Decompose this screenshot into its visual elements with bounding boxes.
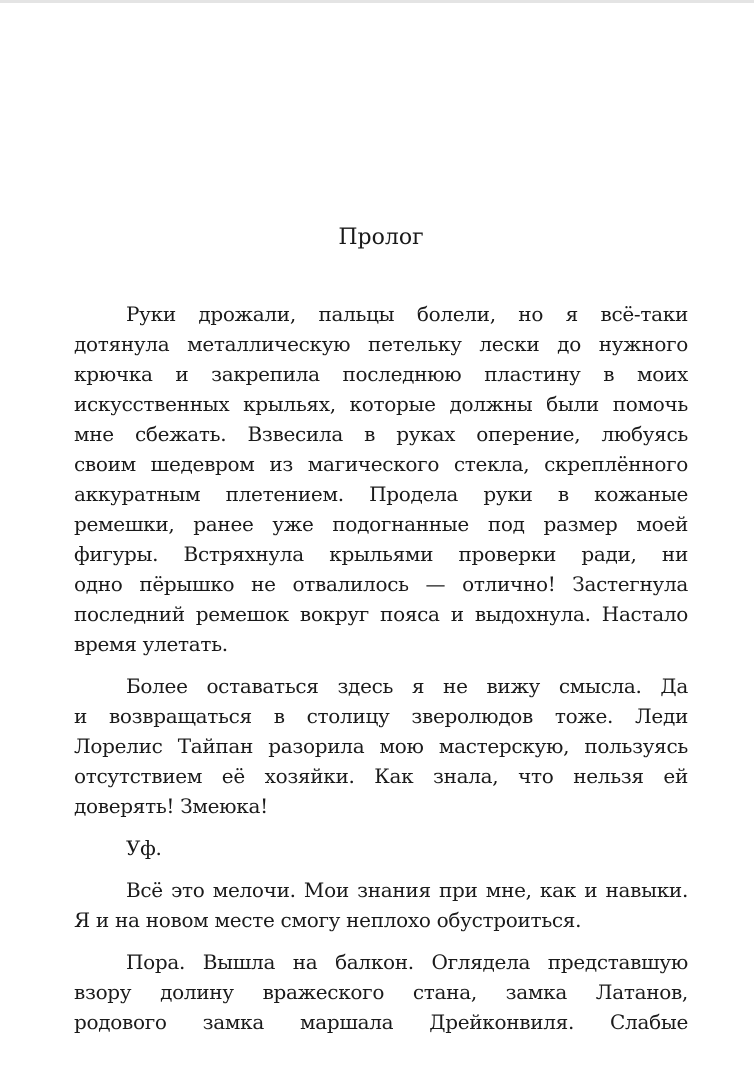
text-line: доверять! Змеюка! [74, 794, 268, 818]
text-line: взору долину вражеского стана, замка Латанов, [74, 980, 688, 1004]
paragraph [74, 875, 688, 935]
text-line: аккуратным плетением. Продела руки в кожаные [74, 482, 688, 506]
text-line: искусственных крыльях, которые должны были помочь [74, 392, 688, 416]
paragraph [74, 299, 688, 659]
text-line: крючка и закрепила последнюю пластину в моих [74, 362, 688, 386]
text-line: своим шедевром из магического стекла, скреплённого [74, 452, 688, 476]
text-line: Уф. [126, 836, 162, 860]
text-line: дотянула металлическую петельку лески до нужного [74, 332, 688, 356]
text-line: фигуры. Встряхнула крыльями проверки ради, ни [74, 542, 688, 566]
text-line: время улетать. [74, 632, 228, 656]
text-line: ремешки, ранее уже подогнанные под размер моей [74, 512, 688, 536]
text-line: Я и на новом месте смогу неплохо обустроиться. [74, 908, 582, 932]
text-line: Лорелис Тайпан разорила мою мастерскую, пользуясь [74, 734, 688, 758]
chapter-body [74, 299, 688, 1049]
chapter-title: Пролог [338, 225, 424, 250]
text-line: и возвращаться в столицу зверолюдов тоже. Леди [74, 704, 688, 728]
text-line: Более оставаться здесь я не вижу смысла. Да [126, 674, 688, 698]
text-line: Всё это мелочи. Мои знания при мне, как и навыки. [126, 878, 688, 902]
text-line: родового замка маршала Дрейконвиля. Слабые [74, 1010, 688, 1034]
text-line: последний ремешок вокруг пояса и выдохнула. Настало [74, 602, 688, 626]
text-line: Пора. Вышла на балкон. Оглядела представшую [126, 950, 688, 974]
text-line: одно пёрышко не отвалилось — отлично! Застегнула [74, 572, 688, 596]
paragraph [74, 947, 688, 1037]
text-line: Руки дрожали, пальцы болели, но я всё-таки [126, 302, 688, 326]
text-line: отсутствием её хозяйки. Как знала, что нельзя ей [74, 764, 688, 788]
book-page [74, 0, 688, 1080]
text-line: мне сбежать. Взвесила в руках оперение, любуясь [74, 422, 688, 446]
paragraph [74, 833, 688, 863]
paragraph [74, 671, 688, 821]
